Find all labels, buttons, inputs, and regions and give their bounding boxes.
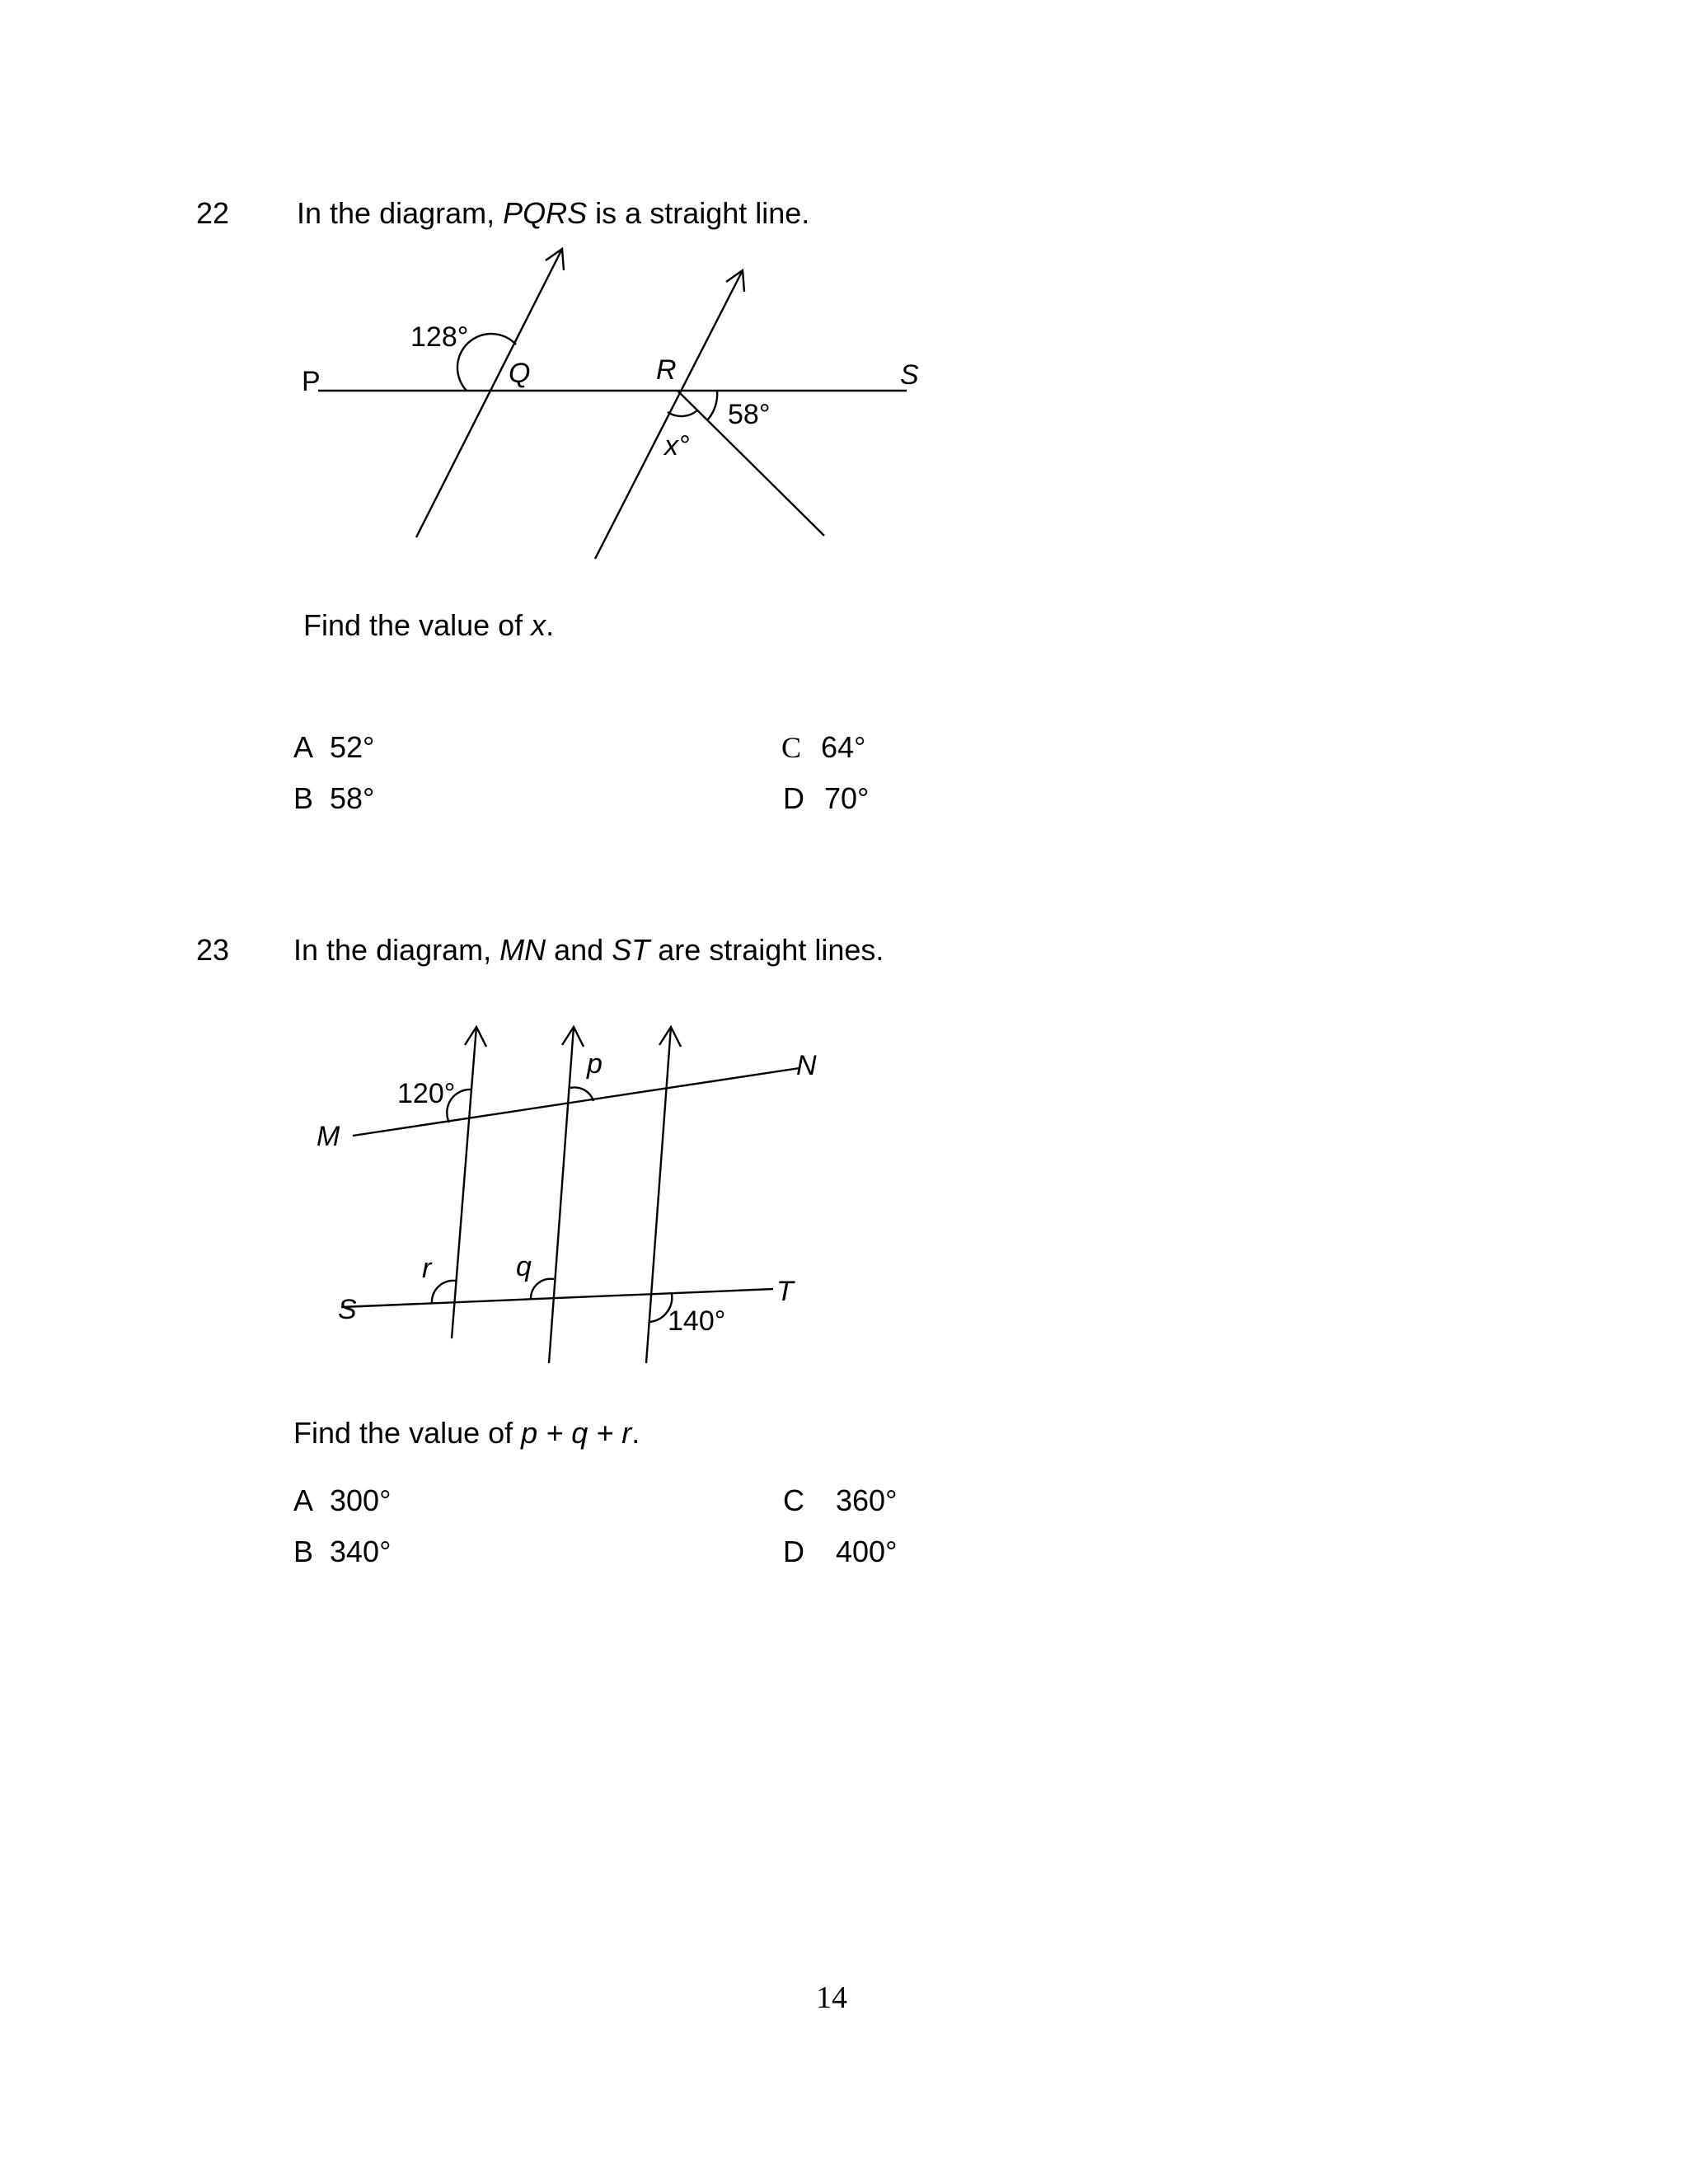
angle-arc-q	[531, 1279, 554, 1299]
angle-label-r: r	[422, 1253, 432, 1284]
option-letter: A	[293, 1483, 314, 1517]
option-letter: B	[293, 781, 314, 815]
angle-arc-r	[432, 1281, 456, 1304]
stem-text: and	[546, 933, 612, 967]
prompt-expression: p + q + r	[521, 1416, 632, 1450]
stem-text: In the diagram,	[297, 196, 504, 230]
label-R: R	[656, 354, 677, 386]
stem-variable: ST	[612, 933, 650, 967]
option-letter: A	[293, 730, 314, 764]
label-M: M	[316, 1121, 340, 1152]
angle-label-128: 128°	[410, 321, 469, 353]
option-value: 58°	[330, 781, 375, 815]
label-T: T	[776, 1276, 794, 1307]
option-letter: C	[783, 1483, 804, 1517]
label-S: S	[900, 359, 919, 391]
option-letter: D	[783, 781, 804, 815]
option-value: 64°	[821, 730, 866, 764]
question-23-number: 23	[196, 933, 230, 967]
angle-label-x: x°	[664, 430, 690, 462]
option-b[interactable]	[293, 1535, 391, 1569]
option-letter: B	[293, 1535, 314, 1568]
prompt-text: Find the value of	[293, 1416, 522, 1450]
option-letter: C	[781, 731, 802, 764]
prompt-text: Find the value of	[303, 608, 532, 642]
transversal-2	[549, 1027, 574, 1363]
label-P: P	[302, 366, 321, 397]
stem-variable: PQRS	[503, 196, 588, 230]
option-a[interactable]	[293, 1483, 391, 1518]
prompt-variable: x	[531, 608, 546, 642]
line-ST	[341, 1289, 773, 1307]
option-value: 360°	[836, 1483, 898, 1517]
angle-label-140: 140°	[668, 1305, 726, 1337]
stem-text: are straight lines.	[649, 933, 884, 967]
label-Q: Q	[509, 358, 531, 389]
stem-variable: MN	[499, 933, 546, 967]
option-value: 70°	[824, 781, 870, 815]
option-value: 400°	[836, 1535, 898, 1568]
question-22-number: 22	[196, 196, 230, 230]
prompt-text: .	[546, 608, 555, 642]
stem-text: In the diagram,	[293, 933, 500, 967]
angle-label-58: 58°	[728, 399, 771, 430]
label-S: S	[338, 1294, 357, 1325]
transversal-1	[452, 1027, 476, 1338]
label-N: N	[796, 1050, 817, 1081]
angle-label-120: 120°	[397, 1078, 456, 1109]
option-value: 300°	[330, 1483, 392, 1517]
option-c[interactable]	[783, 1483, 897, 1518]
angle-label-q: q	[516, 1251, 532, 1282]
angle-label-p: p	[587, 1048, 603, 1080]
option-letter: D	[783, 1535, 804, 1568]
question-23-prompt	[293, 1416, 640, 1451]
page-number: 14	[816, 1980, 847, 2015]
option-d[interactable]	[783, 1535, 897, 1569]
prompt-text: .	[631, 1416, 640, 1450]
option-value: 340°	[330, 1535, 392, 1568]
stem-text: is a straight line.	[587, 196, 810, 230]
option-value: 52°	[330, 730, 375, 764]
